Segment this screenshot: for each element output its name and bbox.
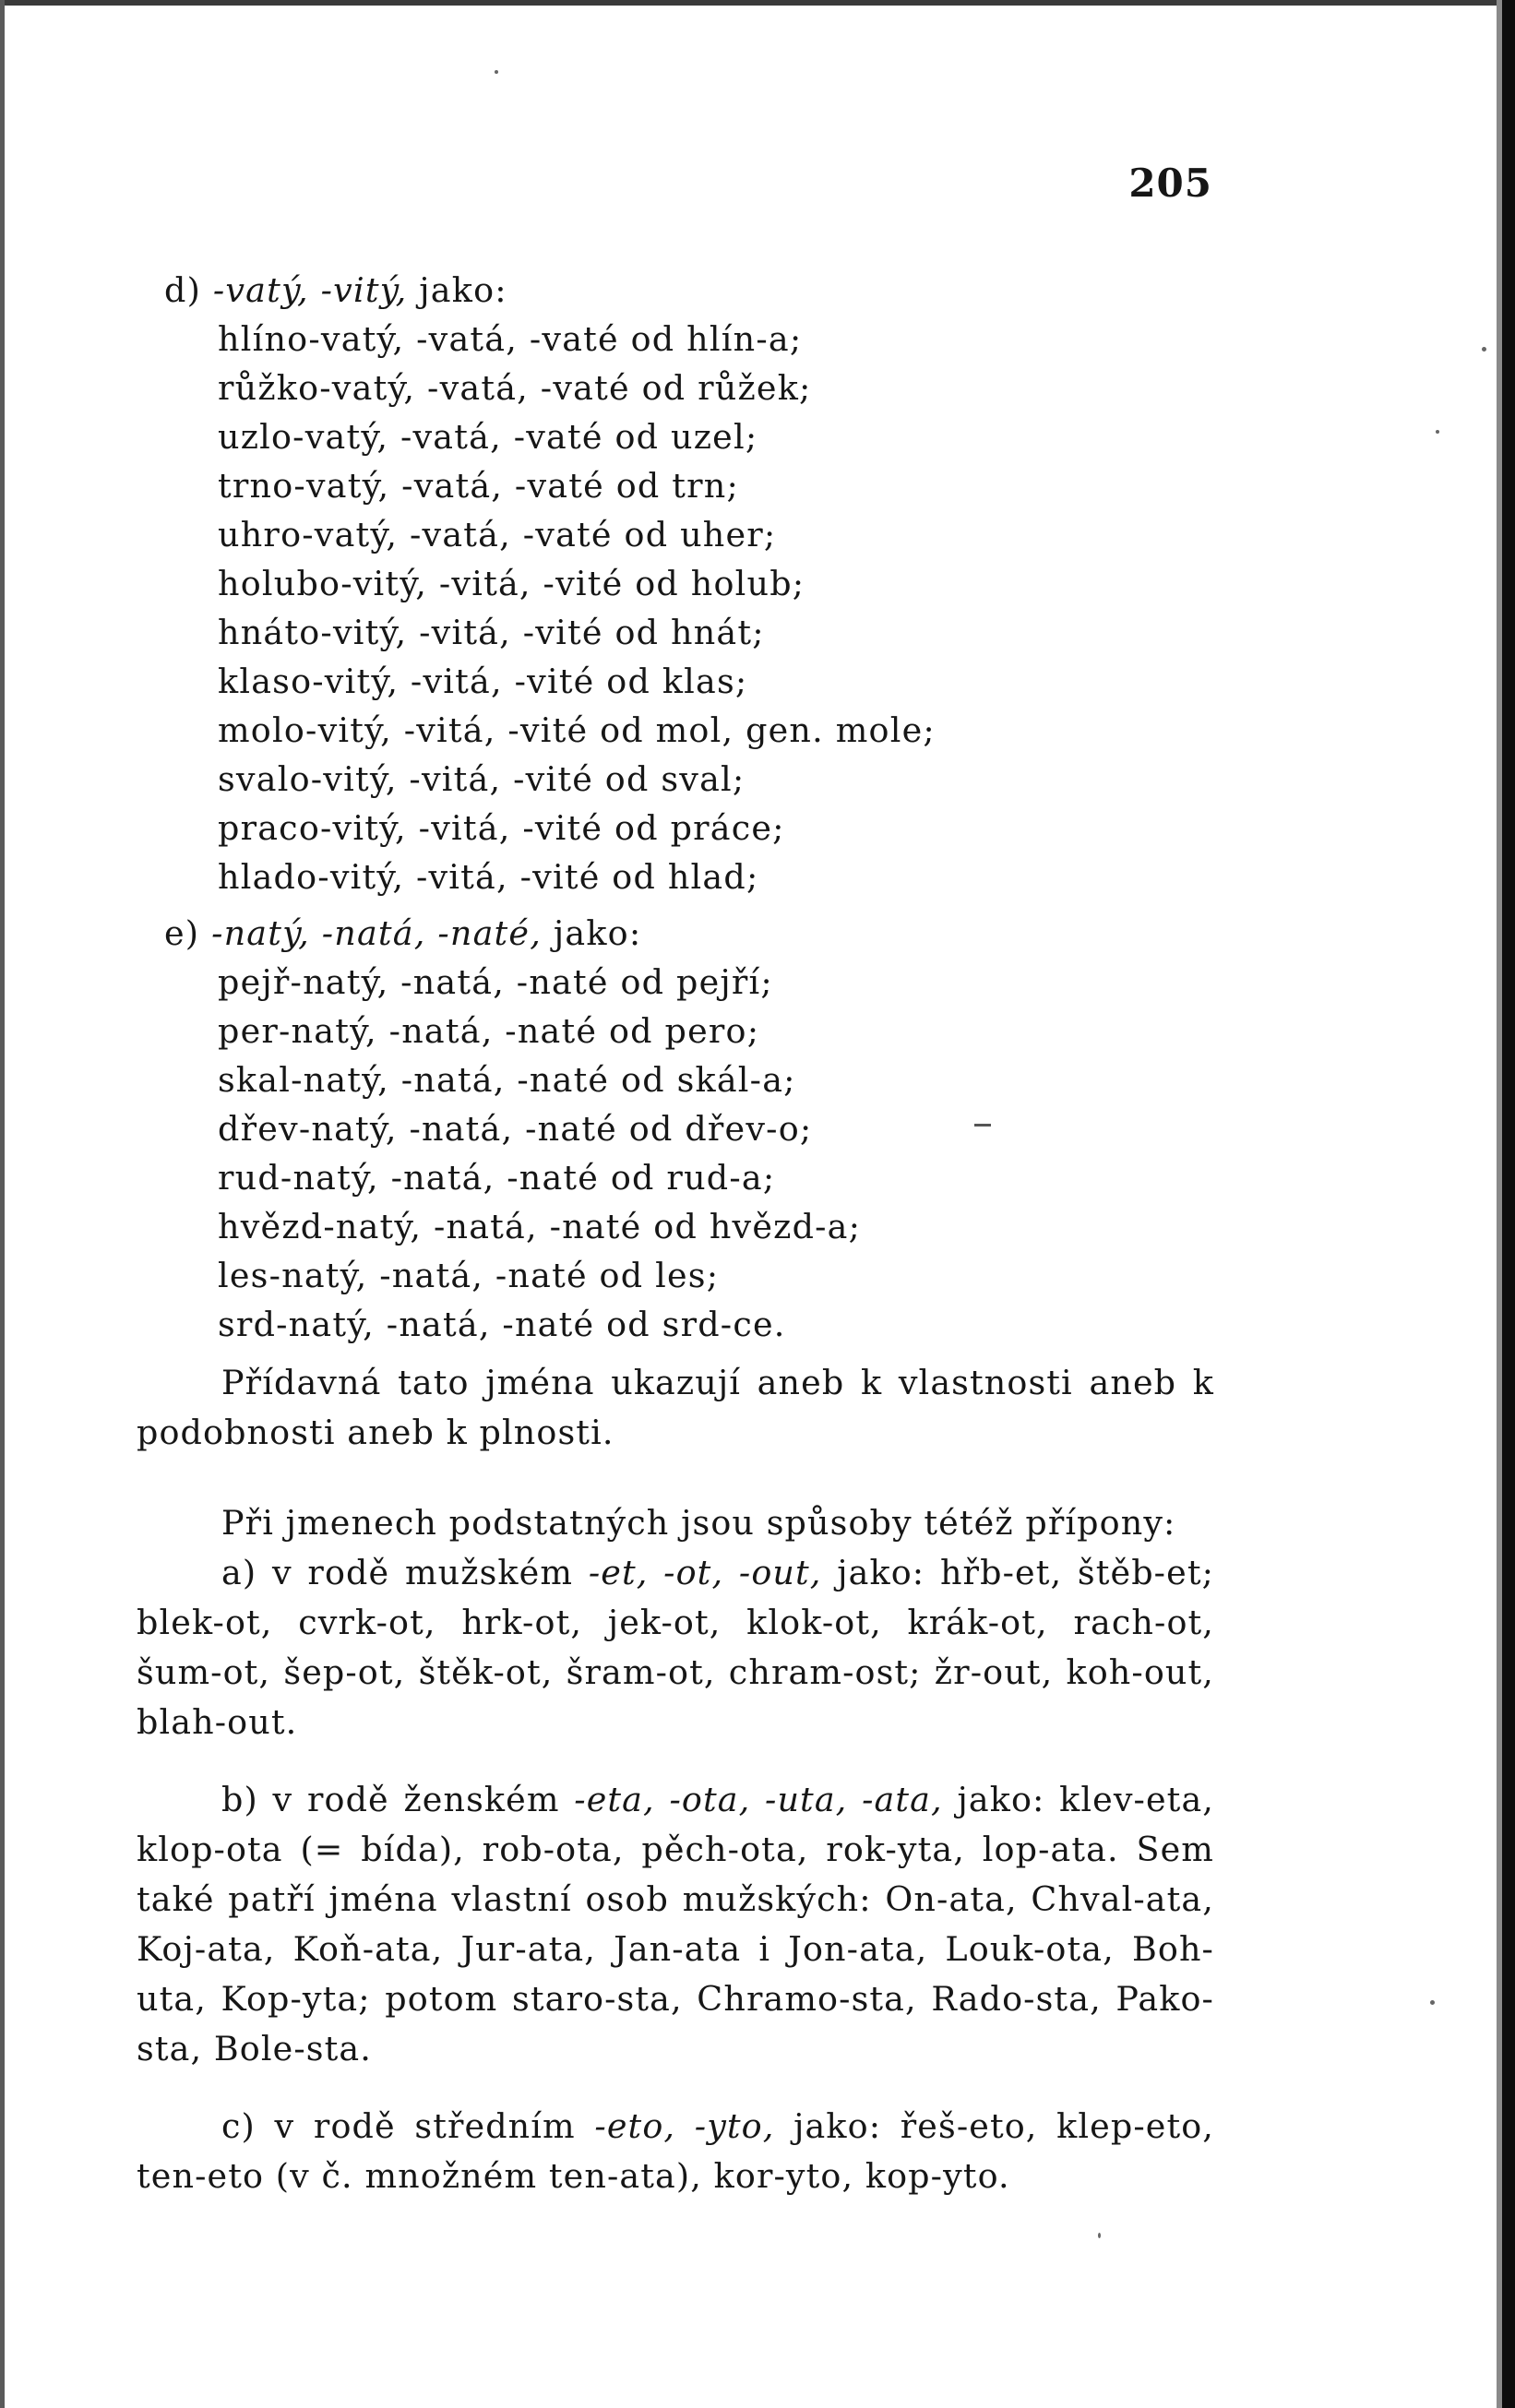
scan-border-right [1502, 0, 1515, 2408]
section-e-entry: skal-natý, -natá, -naté od skál-a; [218, 1060, 796, 1100]
summary-paragraph: Přídavná tato jména ukazují aneb k vlastnosti aneb k podobnosti aneb k plnosti. [137, 1363, 1214, 1452]
section-d-entry: uhro-vatý, -vatá, -vaté od uher; [218, 515, 777, 554]
page-number: 205 [1128, 161, 1212, 206]
paragraph-b [137, 1775, 1214, 2074]
section-d-entry: molo-vitý, -vitá, -vité od mol, gen. mole; [218, 710, 936, 750]
paragraph-c-text: jako: řeš-eto, klep-eto, ten-eto (v č. množném ten-ata), kor-yto, kop-yto. [137, 2106, 1214, 2196]
scan-speck [495, 70, 498, 74]
scan-border-left [0, 0, 5, 2408]
section-e-entry: les-natý, -natá, -naté od les; [218, 1256, 720, 1295]
section-e-entry: rud-natý, -natá, -naté od rud-a; [218, 1158, 776, 1198]
section-d-entry: svalo-vitý, -vitá, -vité od sval; [218, 759, 746, 799]
section-e-suffixes: -natý, -natá, -naté, [211, 913, 543, 953]
section-d-suffixes: -vatý, -vitý, [212, 270, 408, 310]
intro-paragraph: Při jmenech podstatných jsou spůsoby tétéž přípony: [221, 1503, 1176, 1543]
section-e-entry: per-natý, -natá, -naté od pero; [218, 1011, 760, 1051]
section-d-label: d) [164, 270, 202, 310]
paragraph-c-suffixes: -eto, -yto, [594, 2106, 775, 2146]
section-e-entry: pejř-natý, -natá, -naté od pejří; [218, 962, 773, 1002]
scan-speck [1430, 2000, 1435, 2005]
paragraph-b-prefix: b) v rodě ženském [221, 1780, 560, 1819]
section-d-entry: praco-vitý, -vitá, -vité od práce; [218, 808, 785, 848]
section-d-entry: hlíno-vatý, -vatá, -vaté od hlín-a; [218, 319, 803, 359]
section-d-entry: uzlo-vatý, -vatá, -vaté od uzel; [218, 417, 758, 457]
scan-speck [1482, 347, 1486, 352]
paragraph-c [137, 2102, 1214, 2201]
paragraph-a-prefix: a) v rodě mužském [221, 1553, 574, 1592]
section-d-jako: jako: [419, 270, 507, 310]
section-d-entry: holubo-vitý, -vitá, -vité od holub; [218, 564, 805, 603]
paragraph-c-prefix: c) v rodě středním [221, 2106, 576, 2146]
section-d-entry: trno-vatý, -vatá, -vaté od trn; [218, 466, 739, 506]
paragraph-a-text: jako: hřb-et, štěb-et; blek-ot, cvrk-ot, hrk-ot, jek-ot, klok-ot, krák-ot, rach-ot, šum-ot, šep-ot, štěk-ot, šram-ot, chram-ost; žr-out, koh-out, blah-out. [137, 1553, 1214, 1742]
paragraph-b-suffixes: -eta, -ota, -uta, -ata, [574, 1780, 943, 1819]
section-d-entry: hlado-vitý, -vitá, -vité od hlad; [218, 857, 759, 897]
section-d-entry: růžko-vatý, -vatá, -vaté od růžek; [218, 368, 812, 408]
scan-speck [1436, 430, 1439, 434]
page-content [137, 266, 1214, 2201]
paragraph-a [137, 1548, 1214, 1747]
section-d-entry: hnáto-vitý, -vitá, -vité od hnát; [218, 613, 765, 652]
section-d-entry: klaso-vitý, -vitá, -vité od klas; [218, 662, 748, 701]
section-e-label: e) [164, 913, 200, 953]
scan-border-top [0, 0, 1515, 6]
scan-speck [1098, 2233, 1101, 2238]
section-d-heading [137, 266, 1214, 315]
paragraph-a-suffixes: -et, -ot, -out, [588, 1553, 822, 1592]
section-e-entry: srd-natý, -natá, -naté od srd-ce. [218, 1305, 786, 1344]
section-e-entry: hvězd-natý, -natá, -naté od hvězd-a; [218, 1207, 862, 1246]
section-e-heading [137, 909, 1214, 958]
section-e-jako: jako: [553, 913, 642, 953]
paragraph-b-text: jako: klev-eta, klop-ota (= bída), rob-ota, pěch-ota, rok-yta, lop-ata. Sem také patří jména vlastní osob mužských: On-ata, Chval-ata, Koj-ata, Koň-ata, Jur-ata, Jan-ata i Jon-ata, Louk-ota, Boh-uta, Kop-yta; potom staro-sta, Chramo-sta, Rado-sta, Pako-sta, Bole-sta. [137, 1780, 1215, 2068]
section-e-entry: dřev-natý, -natá, -naté od dřev-o; [218, 1109, 813, 1149]
